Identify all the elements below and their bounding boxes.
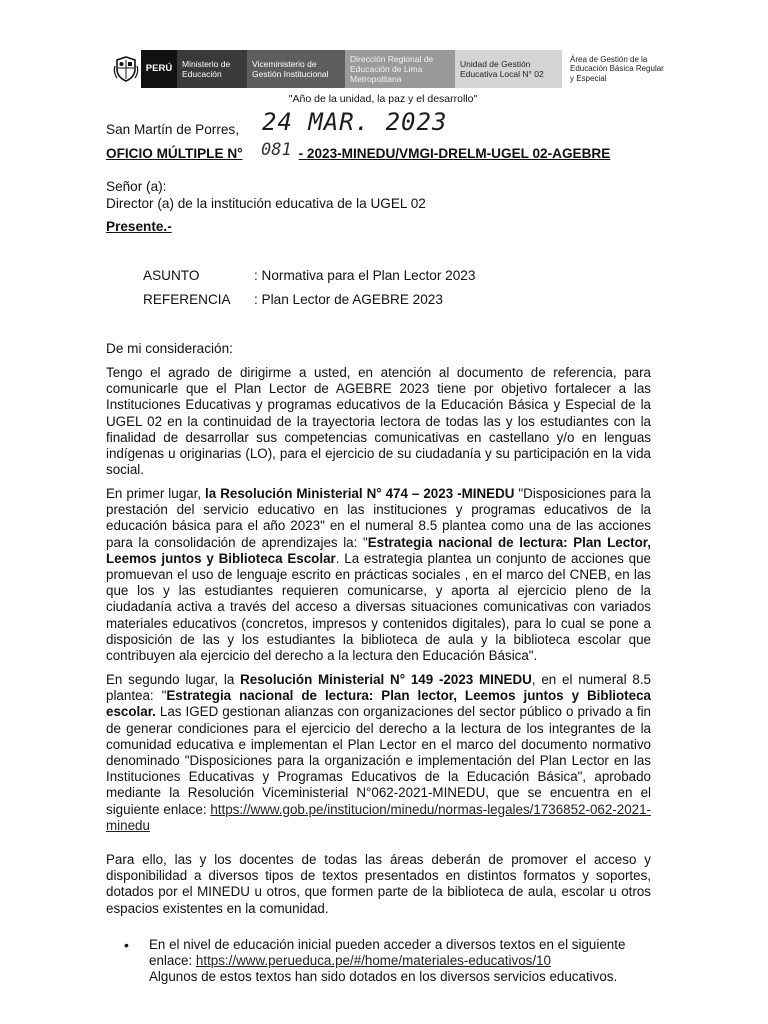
- referencia-label: REFERENCIA: [143, 292, 231, 307]
- dre-label: Dirección Regional de Educación de Lima Metropolitana: [345, 50, 455, 88]
- asunto-label: ASUNTO: [143, 268, 200, 283]
- normas-legales-link[interactable]: https://www.gob.pe/institucion/minedu/normas-legales/1736852-062-2021-minedu: [106, 801, 651, 833]
- area-label: Área de Gestión de la Educación Básica Regular y Especial: [562, 50, 670, 88]
- asunto-value: : Normativa para el Plan Lector 2023: [254, 268, 476, 283]
- ministry-label: Ministerio de Educación: [177, 50, 247, 88]
- vice-ministry-label: Viceministerio de Gestión Institucional: [247, 50, 345, 88]
- bullet-marker: •: [124, 937, 129, 953]
- p3-strategy: Estrategia nacional de lectura: Plan lector, Leemos juntos y Biblioteca escolar.: [106, 688, 651, 720]
- p3-body: , en el numeral 8.5 plantea: ": [106, 672, 651, 704]
- p3-rm-149: Resolución Ministerial N° 149 -2023 MINEDU: [240, 672, 532, 687]
- p2-rest: . La estrategia plantea un conjunto de acciones que promuevan el uso de lenguaje escrito en prácticas sociales , en el marco del CNEB, en las que los y las estudiantes requieren comunicarse, y aporta al ejercicio pleno de la ciudadanía activa a través del acceso a diversas situaciones comunicativas con variados materiales educativos (concretos, impresos y contenidos digitales), para lo cual se pone a disposición de las y los estudiantes la biblioteca de aula y la biblioteca escolar que contribuyen ala ejercicio del derecho a la lectura den Educación Básica".: [106, 550, 651, 664]
- handwritten-oficio-number: 081: [261, 140, 292, 160]
- place-text: San Martín de Porres,: [106, 122, 239, 137]
- p2-body: "Disposiciones para la prestación del servicio educativo en las instituciones y programas educativos de la educación básica para el año 2023" en el numeral 8.5 plantea como una de las acciones para la consolidación de aprendizajes la: ": [106, 486, 651, 550]
- paragraph-3: [106, 672, 651, 834]
- bullet-note: Algunos de estos textos han sido dotados en los diversos servicios educativos.: [149, 969, 618, 985]
- bullet-item-inicial: [149, 937, 651, 986]
- p2-intro: En primer lugar,: [106, 486, 206, 501]
- p2-rm-474: la Resolución Ministerial N° 474 – 2023 -MINEDU: [205, 486, 515, 501]
- handwritten-date: 24 MAR. 2023: [262, 108, 448, 136]
- paragraph-2: [106, 486, 651, 664]
- peru-label: PERÚ: [141, 50, 177, 88]
- oficio-suffix: - 2023-MINEDU/VMGI-DRELM-UGEL 02-AGEBRE: [298, 146, 611, 161]
- salutation-line-1: Señor (a):: [106, 179, 167, 194]
- salutation-line-2: Director (a) de la institución educativa de la UGEL 02: [106, 196, 426, 211]
- oficio-line: [106, 146, 666, 161]
- oficio-prefix: OFICIO MÚLTIPLE N°: [106, 146, 243, 161]
- paragraph-4: Para ello, las y los docentes de todas las áreas deberán de promover el acceso y disponibilidad a diversos tipos de textos presentados en distintos formatos y soportes, dotados por el MINEDU u otros, que formen parte de la biblioteca de aula, escolar u otros espacios existentes en la comunidad.: [106, 852, 651, 916]
- national-shield-icon: [111, 50, 141, 88]
- presente-text: Presente.-: [106, 219, 172, 234]
- year-motto: [0, 93, 768, 105]
- p3-rest: Las IGED gestionan alianzas con organizaciones del sector público o privado a fin de generar condiciones para el ejercicio del derecho a la lectura de los integrantes de la comunidad educativa e implementan el Plan Lector en el marco del documento normativo denominado "Disposiciones para la organización e implementación del Plan Lector en las Instituciones Educativas y Programas Educativos de la Educación Básica", aprobado mediante la Resolución Viceministerial N°062-2021-MINEDU, que se encuentra en el siguiente enlace:: [106, 704, 651, 817]
- referencia-value: : Plan Lector de AGEBRE 2023: [254, 292, 443, 307]
- paragraph-1: Tengo el agrado de dirigirme a usted, en atención al documento de referencia, para comunicarle que el Plan Lector de AGEBRE 2023 tiene por objetivo fortalecer a las Instituciones Educativas y programas educativos de la Educación Básica y Especial de la UGEL 02 en la continuidad de la trayectoria lectora de todas las y los estudiantes con la finalidad de desarrollar sus competencias comunicativas en castellano y/o en lenguas indígenas u originarias (LO), para el ejercicio de su ciudadanía y su participación en la vida social.: [106, 365, 651, 478]
- p3-intro: En segundo lugar, la: [106, 672, 241, 687]
- p2-strategy: Estrategia nacional de lectura: Plan Lector, Leemos juntos y Biblioteca Escolar: [106, 534, 651, 566]
- bullet-intro: En el nivel de educación inicial pueden acceder a diversos textos en el siguiente enlace:: [149, 937, 626, 969]
- letterhead: [111, 50, 670, 88]
- perueduca-link[interactable]: https://www.perueduca.pe/#/home/materiales-educativos/10: [195, 953, 551, 969]
- greeting-text: De mi consideración:: [106, 341, 233, 356]
- year-motto-text: "Año de la unidad, la paz y el desarrollo": [288, 93, 478, 105]
- ugel-label: Unidad de Gestión Educativa Local N° 02: [455, 50, 562, 88]
